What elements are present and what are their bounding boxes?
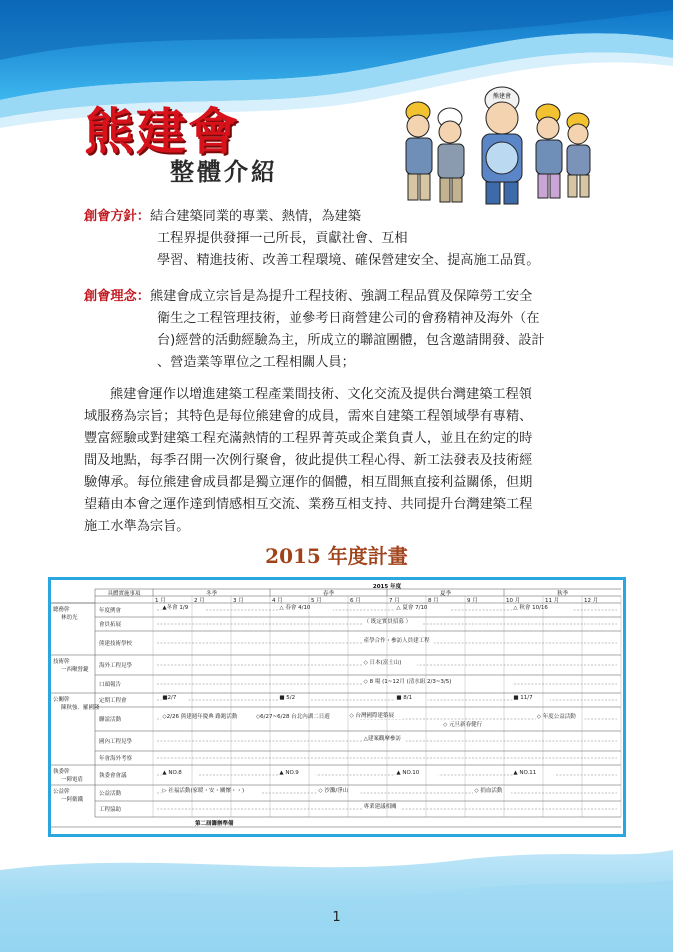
plan-group-label: 公關幹 (53, 697, 70, 703)
plan-row-label: 執委會會議 (99, 773, 127, 779)
body-line: 望藉由本會之運作達到情感相互交流、業務互相支持、共同提升台灣建築工程 (84, 497, 533, 512)
plan-group-sub: 林幼光 (61, 615, 78, 621)
plan-row-label: 年度例會 (99, 608, 122, 614)
body-line: 熊建會運作以增進建築工程產業間技術、文化交流及提供台灣建築工程領 (110, 387, 532, 402)
month-label: 2 月 (194, 598, 205, 604)
plan-row-label: 國內工程見學 (99, 739, 133, 745)
plan-mark: ◇ 台灣國際建築展 (349, 713, 395, 719)
plan-group-label: 技術幹 (53, 659, 70, 665)
plan-mark: ■ 8/1 (396, 695, 413, 701)
body-line: 間及地點，每季召開一次例行聚會，彼此提供工程心得、新工法發表及技術經 (84, 453, 533, 468)
month-label: 8 月 (428, 598, 439, 604)
plan-row-label: 定期工程會 (99, 698, 127, 704)
season-label: 冬季 (205, 591, 218, 597)
plan-mark: （ 既定實員招募 ） (363, 619, 412, 625)
philosophy-line: 熊建會成立宗旨是為提升工程技術、強調工程品質及保障勞工安全 (149, 289, 533, 304)
plan-mark: △ 夏會 7/10 (396, 605, 428, 611)
plan-mark: △ 秋會 10/16 (513, 605, 548, 611)
plan-row-label: 公益活動 (99, 791, 122, 797)
plan-row-label: 年會海外考察 (99, 756, 133, 762)
plan-section-title: 2015 年度計畫 (265, 544, 408, 568)
plan-group-sub: 一阿衛鐵 (61, 797, 84, 803)
philosophy-line: 、營造業等單位之工程相關人員； (157, 355, 355, 370)
page-number: 1 (332, 910, 341, 925)
body-line: 施工水準為宗旨。 (84, 519, 190, 534)
mascot-badge: 熊建會 (492, 93, 512, 100)
plan-group-sub: 一西啾營鍵 (61, 667, 89, 673)
plan-column-header: 具體實施事項 (107, 591, 141, 597)
plan-row-label: 聯誼活動 (99, 717, 122, 723)
body-paragraph (84, 384, 604, 538)
plan-row-label: 會員拓展 (99, 622, 122, 628)
philosophy-label: 創會理念： (84, 289, 150, 304)
plan-row-label: 口頭報告 (99, 682, 122, 688)
plan-mark: ▲ NO.10 (396, 770, 420, 776)
plan-mark: △建案觀摩參訪 (363, 736, 401, 742)
month-label: 10 月 (506, 598, 521, 604)
philosophy-section (84, 286, 604, 374)
month-label: 3 月 (233, 598, 244, 604)
policy-line: 學習、精進技術、改善工程環境、確保營建安全、提高施工品質。 (157, 253, 540, 268)
month-label: 1 月 (155, 598, 166, 604)
plan-group-label: 公益幹 (53, 789, 70, 795)
policy-section (84, 206, 604, 272)
plan-mark: ◇ 元旦新春健行 (443, 722, 483, 728)
page-subtitle: 整體介紹 (170, 158, 278, 186)
plan-mark: ◇ 捐血活動 (474, 788, 503, 794)
month-label: 5 月 (311, 598, 322, 604)
plan-mark: 產學合作・參訪人員建工程 (363, 638, 430, 644)
plan-grid (51, 580, 623, 834)
plan-group-sub: 一陣電盾 (61, 777, 84, 783)
plan-group-label: 總務幹 (53, 607, 70, 613)
month-label: 11 月 (545, 598, 560, 604)
season-label: 秋季 (556, 591, 569, 597)
month-label: 7 月 (389, 598, 400, 604)
month-label: 6 月 (350, 598, 361, 604)
plan-mark: 專業建議相關 (363, 804, 397, 810)
plan-mark: ▲冬會 1/9 (162, 605, 189, 611)
policy-line: 工程界提供發揮一己所長，貢獻社會、互相 (157, 231, 408, 246)
season-label: 夏季 (439, 591, 452, 597)
plan-mark: ■ 5/2 (279, 695, 296, 701)
body-line: 域服務為宗旨；其特色是每位熊建會的成員，需來自建築工程領域學有專精、 (84, 409, 533, 424)
plan-mark: △ 春會 4/10 (279, 605, 311, 611)
plan-mark: ◇6/27~6/28 台北內湖二日遊 (255, 714, 330, 720)
plan-mark: ▷ 社福活動(家暖・安・關懷・・) (162, 788, 245, 794)
month-label: 9 月 (467, 598, 478, 604)
plan-mark: ▲ NO.8 (162, 770, 182, 776)
season-label: 春季 (322, 591, 335, 597)
policy-label: 創會方針： (84, 209, 150, 224)
philosophy-line: 台)經營的活動經驗為主，所成立的聯誼團體，包含邀請開發、設計 (157, 333, 545, 348)
plan-mark: ▲ NO.9 (279, 770, 299, 776)
month-label: 12 月 (584, 598, 599, 604)
body-line: 驗傳承。每位熊建會成員都是獨立運作的個體，相互間無直接利益關係，但期 (84, 475, 533, 490)
month-label: 4 月 (272, 598, 283, 604)
plan-mark: ◇ 8 場 (1~12月 (清水組 2/3~3/5) (363, 679, 452, 685)
body-line: 豐富經驗或對建築工程充滿熱情的工程界菁英或企業負責人，並且在約定的時 (84, 431, 533, 446)
mascot-illustration (398, 84, 594, 216)
plan-row-label: 海外工程見學 (99, 663, 133, 669)
plan-group-label: 執委幹 (53, 769, 70, 775)
plan-mark: ■ 11/7 (513, 695, 533, 701)
plan-footer: 第二屆籌辦準備 (195, 821, 234, 827)
philosophy-line: 衛生之工程管理技術，並參考日商營建公司的會務精神及海外（在 (157, 311, 540, 326)
plan-row-label: 工程協助 (99, 807, 122, 813)
plan-mark: ◇ 年度公益活動 (536, 714, 576, 720)
plan-mark: ■2/7 (162, 695, 177, 701)
plan-mark: ◇2/26 熊建週年慶典 路跑活動 (162, 714, 238, 720)
policy-line: 結合建築同業的專業、熱情，為建築 (149, 209, 361, 224)
plan-mark: ◇ 日本(富士山) (363, 660, 402, 666)
plan-mark: ◇ 沙灘/淨山 (318, 788, 349, 794)
plan-group-sub: 陳秋強．羅國隆 (61, 705, 100, 711)
plan-mark: ▲ NO.11 (513, 770, 537, 776)
plan-row-label: 熊建技術學校 (99, 641, 133, 647)
plan-year-label: 2015 年度 (372, 584, 402, 590)
annual-plan-table (48, 577, 626, 837)
page-title: 熊建會 (84, 102, 240, 161)
